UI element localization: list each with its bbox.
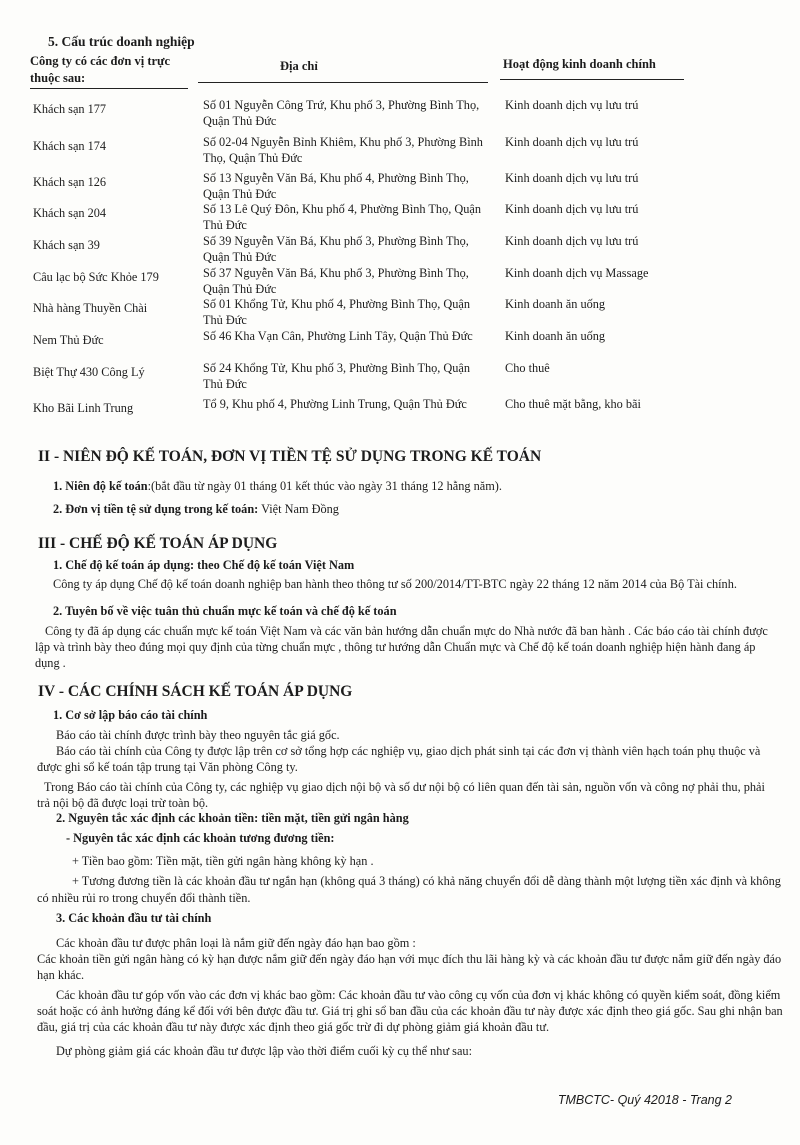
investments-title: 3. Các khoản đầu tư tài chính [56,911,212,925]
unit-address: Số 01 Nguyễn Công Trứ, Khu phố 3, Phường Bình Thọ, Quận Thủ Đức [203,98,480,128]
unit-address: Tổ 9, Khu phố 4, Phường Linh Trung, Quận Thủ Đức [203,397,467,411]
unit-activity: Cho thuê mặt bằng, kho bãi [505,397,641,411]
accounting-regime-title: 1. Chế độ kế toán áp dụng: theo Chế độ kế toán Việt Nam [53,558,355,572]
investments-text: Các khoản tiền gửi ngân hàng có kỳ hạn được nắm giữ đến ngày đáo hạn với mục đích thu lãi hàng kỳ và các khoản đầu tư được nắm giữ đến ngày đáo [37,952,782,966]
unit-activity: Kinh doanh dịch vụ Massage [505,266,649,280]
table-header-activity: Hoạt động kinh doanh chính [503,57,656,71]
unit-address: Số 46 Kha Vạn Cân, Phường Linh Tây, Quận Thủ Đức [203,329,473,343]
unit-address: Số 39 Nguyễn Văn Bá, Khu phố 3, Phường Bình Thọ, Quận Thủ Đức [203,234,469,264]
basis-text: được ghi sổ kế toán tập trung tại Văn phòng Công ty. [37,760,298,774]
header-rule [500,79,684,80]
compliance-title: 2. Tuyên bố về việc tuân thủ chuẩn mực kế toán và chế độ kế toán [53,604,397,618]
currency-label: 2. Đơn vị tiền tệ sử dụng trong kế toán: [53,502,259,516]
unit-name: Khách sạn 204 [33,206,107,220]
investments-text: Dự phòng giảm giá các khoản đầu tư được lập vào thời điểm cuối kỳ cụ thể như sau: [56,1044,472,1058]
unit-activity: Kinh doanh dịch vụ lưu trú [505,135,639,149]
basis-text: Trong Báo cáo tài chính của Công ty, các nghiệp vụ giao dịch nội bộ và số dư nội bộ có liên quan đến tài sản, nguồn vốn và công nợ phải thu, phải [44,780,765,794]
unit-activity: Kinh doanh dịch vụ lưu trú [505,98,639,112]
unit-name: Kho Bãi Linh Trung [33,401,134,415]
cash-equivalent-subtitle: - Nguyên tắc xác định các khoản tương đương tiền: [66,831,335,845]
unit-activity: Kinh doanh dịch vụ lưu trú [505,234,639,248]
basis-text: trả nội bộ đã được loại trừ toàn bộ. [37,796,209,810]
currency-line [53,501,339,517]
cash-bullet: có nhiều rủi ro trong chuyển đổi thành tiền. [37,891,251,905]
unit-name: Biệt Thự 430 Công Lý [33,365,145,379]
fiscal-year-line [53,478,502,494]
investments-text: soát hoặc có ảnh hưởng đáng kể đối với bên được đầu tư. Giá trị ghi sổ ban đầu của các khoản đầu tư này được xác định theo giá gốc. Sau ghi nhận ban [37,1004,783,1018]
unit-address: Số 13 Lê Quý Đôn, Khu phố 4, Phường Bình Thọ, Quận Thủ Đức [203,202,482,232]
unit-name: Khách sạn 174 [33,139,107,153]
cash-principle-title: 2. Nguyên tắc xác định các khoản tiền: tiền mặt, tiền gửi ngân hàng [56,811,409,825]
compliance-text-line: dụng . [35,656,66,670]
table-header-unit: Công ty có các đơn vị trực thuộc sau: [30,54,171,85]
unit-name: Khách sạn 126 [33,175,107,189]
currency-text: Việt Nam Đồng [258,502,339,516]
section-3-title: III - CHẾ ĐỘ KẾ TOÁN ÁP DỤNG [38,535,278,552]
investments-text: đầu, giá trị của các khoản đầu tư này được xác định theo giá gốc trừ đi dự phòng giảm giá khoản đầu tư. [37,1020,550,1034]
unit-address: Số 37 Nguyễn Văn Bá, Khu phố 3, Phường Bình Thọ, Quận Thủ Đức [203,266,469,296]
section-4-title: IV - CÁC CHÍNH SÁCH KẾ TOÁN ÁP DỤNG [38,683,353,700]
basis-text: Báo cáo tài chính được trình bày theo nguyên tắc giá gốc. [56,728,340,742]
unit-activity: Kinh doanh ăn uống [505,297,606,311]
unit-name: Nhà hàng Thuyền Chài [33,301,148,315]
basis-text: Báo cáo tài chính của Công ty được lập trên cơ sở tổng hợp các nghiệp vụ, giao dịch phát sinh tại các đơn vị thành viên hạch toán phụ thuộc và [56,744,761,758]
unit-activity: Kinh doanh dịch vụ lưu trú [505,202,639,216]
compliance-text-line: Công ty đã áp dụng các chuẩn mực kế toán Việt Nam và các văn bản hướng dẫn chuẩn mực do Nhà nước đã ban hành . Các báo cáo tài chính được [45,624,768,638]
page-footer: TMBCTC- Quý 42018 - Trang 2 [557,1093,732,1107]
investments-text: hạn khác. [37,968,85,982]
unit-name: Khách sạn 177 [33,102,107,116]
investments-text: Các khoản đầu tư góp vốn vào các đơn vị khác bao gồm: Các khoản đầu tư vào công cụ vốn của đơn vị khác không có quyền kiểm soát, đồng kiểm [56,988,781,1002]
unit-activity: Kinh doanh ăn uống [505,329,606,343]
fiscal-year-label: 1. Niên độ kế toán [53,479,148,493]
header-rule [198,82,488,83]
cash-bullet: + Tiền bao gồm: Tiền mặt, tiền gửi ngân hàng không kỳ hạn . [72,854,374,868]
cash-bullet: + Tương đương tiền là các khoản đầu tư ngắn hạn (không quá 3 tháng) có khả năng chuyển đổi dễ dàng thành một lượng tiền xác định và không [72,874,781,888]
unit-name: Câu lạc bộ Sức Khỏe 179 [33,270,159,284]
unit-name: Khách sạn 39 [33,238,100,252]
header-rule [30,88,188,89]
compliance-text-line: lập và trình bày theo đúng mọi quy định của từng chuẩn mực , thông tư hướng dẫn Chuẩn mực và Chế độ kế toán doanh nghiệp hiện hành đang áp [35,640,756,654]
section-5-title: 5. Cấu trúc doanh nghiệp [48,34,195,49]
unit-name: Nem Thủ Đức [33,333,104,347]
unit-address: Số 24 Khổng Tử, Khu phố 3, Phường Bình Thọ, Quận Thủ Đức [203,361,471,391]
basis-title: 1. Cơ sở lập báo cáo tài chính [53,708,208,722]
unit-activity: Kinh doanh dịch vụ lưu trú [505,171,639,185]
unit-address: Số 02-04 Nguyễn Bỉnh Khiêm, Khu phố 3, Phường Bình Thọ, Quận Thủ Đức [203,135,483,165]
unit-address: Số 01 Khổng Tử, Khu phố 4, Phường Bình Thọ, Quận Thủ Đức [203,297,471,327]
investments-text: Các khoản đầu tư được phân loại là nắm giữ đến ngày đáo hạn bao gồm : [56,936,416,950]
fiscal-year-text: :(bắt đầu từ ngày 01 tháng 01 kết thúc vào ngày 31 tháng 12 hằng năm). [147,479,502,493]
table-header-address: Địa chỉ [280,59,318,73]
section-2-title: II - NIÊN ĐỘ KẾ TOÁN, ĐƠN VỊ TIỀN TỆ SỬ DỤNG TRONG KẾ TOÁN [38,448,542,465]
unit-activity: Cho thuê [505,361,550,375]
accounting-regime-text: Công ty áp dụng Chế độ kế toán doanh nghiệp ban hành theo thông tư số 200/2014/TT-BTC ngày 22 tháng 12 năm 2014 của Bộ Tài chính. [53,577,737,591]
unit-address: Số 13 Nguyễn Văn Bá, Khu phố 4, Phường Bình Thọ, Quận Thủ Đức [203,171,469,201]
